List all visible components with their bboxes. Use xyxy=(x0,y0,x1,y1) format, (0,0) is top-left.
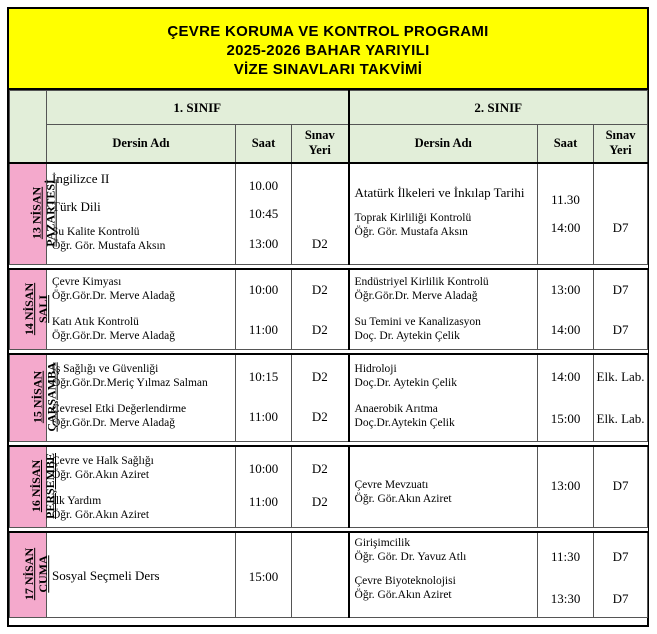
class-2-time: 14:00 xyxy=(550,219,581,235)
class-2-room: Elk. Lab. xyxy=(596,368,645,384)
class-2-room-cell xyxy=(594,446,648,528)
day-date: 16 NİSAN xyxy=(29,459,44,513)
class-1-time-cell xyxy=(236,446,292,528)
class-2-time-header: Saat xyxy=(538,125,594,163)
class-1-room-cell xyxy=(292,532,349,618)
day-row xyxy=(10,269,648,350)
class-2-header: 2. SINIF xyxy=(349,91,648,125)
day-date: 15 NİSAN xyxy=(30,370,45,424)
class-2-course-line: Öğr.Gör.Dr. Merve Aladağ xyxy=(354,289,478,302)
class-2-course-line: Toprak Kirliliği Kontrolü xyxy=(354,211,472,224)
class-1-course-line: Çevresel Etki Değerlendirme xyxy=(52,402,187,415)
class-1-course-cell xyxy=(44,354,236,442)
class-1-time: 10:00 xyxy=(248,281,279,297)
class-2-room: D7 xyxy=(612,219,629,235)
title-line-3: VİZE SINAVLARI TAKVİMİ xyxy=(233,61,423,78)
day-weekday: CUMA xyxy=(36,555,51,593)
class-2-course-cell xyxy=(349,269,538,350)
class-1-course-line: Su Kalite Kontrolü xyxy=(52,225,140,238)
day-weekday: PERŞEMBE xyxy=(43,452,58,520)
class-2-course-line: Çevre Mevzuatı xyxy=(354,478,429,491)
class-1-time: 10:00 xyxy=(248,460,279,476)
day-label-cell xyxy=(10,163,58,265)
class-2-course-cell xyxy=(349,354,538,442)
class-2-room-header-line-1: Sınav xyxy=(605,128,636,143)
class-2-course-line: Endüstriyel Kirlilik Kontrolü xyxy=(354,275,489,288)
class-2-time: 11:30 xyxy=(550,548,581,564)
class-2-course-line: Hidroloji xyxy=(354,362,397,375)
class-1-time-cell xyxy=(236,354,292,442)
class-2-room: D7 xyxy=(612,590,629,606)
corner-cell xyxy=(10,91,47,163)
class-1-course-cell xyxy=(47,532,236,618)
class-2-room: D7 xyxy=(612,548,629,564)
class-1-room: D2 xyxy=(311,235,328,251)
class-1-room-cell xyxy=(292,446,349,528)
class-1-room-cell xyxy=(292,269,349,350)
class-2-room: D7 xyxy=(612,477,629,493)
day-label-cell xyxy=(10,446,58,528)
class-1-room: D2 xyxy=(311,493,328,509)
title-band xyxy=(9,9,647,90)
class-1-time: 15:00 xyxy=(248,568,279,584)
title-line-2: 2025-2026 BAHAR YARIYILI xyxy=(226,42,430,59)
class-1-room-header-line-2: Yeri xyxy=(308,143,331,158)
class-2-course-line: Su Temini ve Kanalizasyon xyxy=(354,315,481,328)
class-2-course-line: Öğr. Gör.Akın Aziret xyxy=(354,588,452,601)
day-date: 13 NİSAN xyxy=(29,186,44,240)
class-2-room: Elk. Lab. xyxy=(596,410,645,426)
class-2-course-line: Atatürk İlkeleri ve İnkılap Tarihi xyxy=(354,184,525,200)
class-2-room-header-line-2: Yeri xyxy=(609,143,632,158)
class-1-course-line: Öğr.Gör.Dr. Merve Aladağ xyxy=(52,329,175,342)
day-weekday: PAZARTESİ xyxy=(43,179,58,247)
class-2-time: 13:30 xyxy=(550,590,581,606)
class-1-room: D2 xyxy=(311,281,328,297)
class-2-course-line: Öğr. Gör. Dr. Yavuz Atlı xyxy=(354,550,467,563)
day-label-cell xyxy=(10,354,59,442)
class-1-room: D2 xyxy=(311,368,328,384)
exam-schedule-sheet xyxy=(7,7,649,627)
class-2-room-cell xyxy=(594,532,648,618)
class-2-course-line: Doç.Dr. Aytekin Çelik xyxy=(354,376,457,389)
day-row xyxy=(10,532,648,618)
class-2-time-cell xyxy=(538,446,594,528)
day-label-cell xyxy=(10,532,51,618)
class-1-room: D2 xyxy=(311,408,328,424)
class-2-course-line: Öğr. Gör.Akın Aziret xyxy=(354,492,452,505)
class-2-course-line: Anaerobik Arıtma xyxy=(354,402,438,415)
class-1-course-line: Öğr.Gör.Dr. Merve Aladağ xyxy=(52,289,175,302)
class-1-time-cell xyxy=(236,163,292,265)
class-1-time-cell xyxy=(236,532,292,618)
class-2-course-line: Öğr. Gör. Mustafa Aksın xyxy=(354,225,468,238)
class-2-time: 13:00 xyxy=(550,281,581,297)
class-1-course-line: İlk Yardım xyxy=(52,494,102,507)
class-1-course-cell xyxy=(47,269,236,350)
class-1-time: 11:00 xyxy=(248,408,279,424)
class-1-time: 13:00 xyxy=(248,235,279,251)
class-1-room-cell xyxy=(292,163,349,265)
title-line-1: ÇEVRE KORUMA VE KONTROL PROGRAMI xyxy=(167,23,489,40)
class-2-room-cell xyxy=(594,354,648,442)
class-1-course-line: Öğr. Gör. Mustafa Aksın xyxy=(52,239,166,252)
class-1-course-line: Çevre ve Halk Sağlığı xyxy=(52,454,154,467)
class-2-room-header xyxy=(594,125,648,163)
class-1-course-line: Çevre Kimyası xyxy=(52,275,122,288)
class-2-room-cell xyxy=(594,163,648,265)
class-1-course-line: Öğr. Gör.Akın Aziret xyxy=(52,508,150,521)
class-1-time-cell xyxy=(236,269,292,350)
day-row xyxy=(10,446,648,528)
class-1-course-line: Türk Dili xyxy=(52,198,101,214)
class-2-course-cell xyxy=(349,446,538,528)
class-2-time: 14:00 xyxy=(550,368,581,384)
class-1-room-header-line-1: Sınav xyxy=(304,128,335,143)
class-2-course-cell xyxy=(349,532,538,618)
day-weekday: ÇARŞAMBA xyxy=(44,362,59,432)
day-date: 17 NİSAN xyxy=(22,547,37,601)
class-1-course-line: Katı Atık Kontrolü xyxy=(52,315,139,328)
class-2-room-cell xyxy=(594,269,648,350)
class-2-course-line: Doç. Dr. Aytekin Çelik xyxy=(354,329,460,342)
class-1-course-line: İş Sağlığı ve Güvenliği xyxy=(52,362,159,375)
class-2-time-cell xyxy=(538,163,594,265)
day-row xyxy=(10,163,648,265)
class-2-room: D7 xyxy=(612,321,629,337)
day-row xyxy=(10,354,648,442)
class-1-course-line: Öğr. Gör.Akın Aziret xyxy=(52,468,150,481)
class-2-course-header: Dersin Adı xyxy=(349,125,538,163)
class-2-time: 14:00 xyxy=(550,321,581,337)
class-1-course-line: Öğr.Gör.Dr.Meriç Yılmaz Salman xyxy=(52,376,208,389)
class-1-course-line: İngilizce II xyxy=(52,170,110,186)
class-1-course-header: Dersin Adı xyxy=(47,125,236,163)
class-1-course-line: Sosyal Seçmeli Ders xyxy=(52,567,160,583)
class-2-time-cell xyxy=(538,354,594,442)
schedule-table xyxy=(9,90,648,618)
class-2-course-line: Doç.Dr.Aytekin Çelik xyxy=(354,416,455,429)
class-1-course-cell xyxy=(47,446,236,528)
day-weekday: SALI xyxy=(36,294,51,323)
class-2-course-line: Çevre Biyoteknolojisi xyxy=(354,574,456,587)
class-2-course-cell xyxy=(349,163,538,265)
class-1-time-header: Saat xyxy=(236,125,292,163)
class-2-course-line: Girişimcilik xyxy=(354,536,411,549)
class-2-room: D7 xyxy=(612,281,629,297)
class-1-time: 11:00 xyxy=(248,321,279,337)
class-1-time: 10.00 xyxy=(248,177,279,193)
class-2-time-cell xyxy=(538,532,594,618)
day-date: 14 NİSAN xyxy=(22,282,37,335)
class-1-course-cell xyxy=(47,163,236,265)
class-1-time: 10:45 xyxy=(248,205,279,221)
class-2-time-cell xyxy=(538,269,594,350)
class-2-time: 11.30 xyxy=(551,191,580,207)
class-1-room: D2 xyxy=(311,460,328,476)
class-1-course-line: Öğr.Gör.Dr. Merve Aladağ xyxy=(52,416,175,429)
class-2-time: 13:00 xyxy=(550,477,581,493)
class-1-room-header xyxy=(292,125,349,163)
class-2-time: 15:00 xyxy=(550,410,581,426)
class-1-time: 10:15 xyxy=(248,368,279,384)
class-1-header: 1. SINIF xyxy=(47,91,349,125)
class-1-room: D2 xyxy=(311,321,328,337)
class-1-room-cell xyxy=(292,354,349,442)
day-label-cell xyxy=(10,269,51,350)
class-1-time: 11:00 xyxy=(248,493,279,509)
